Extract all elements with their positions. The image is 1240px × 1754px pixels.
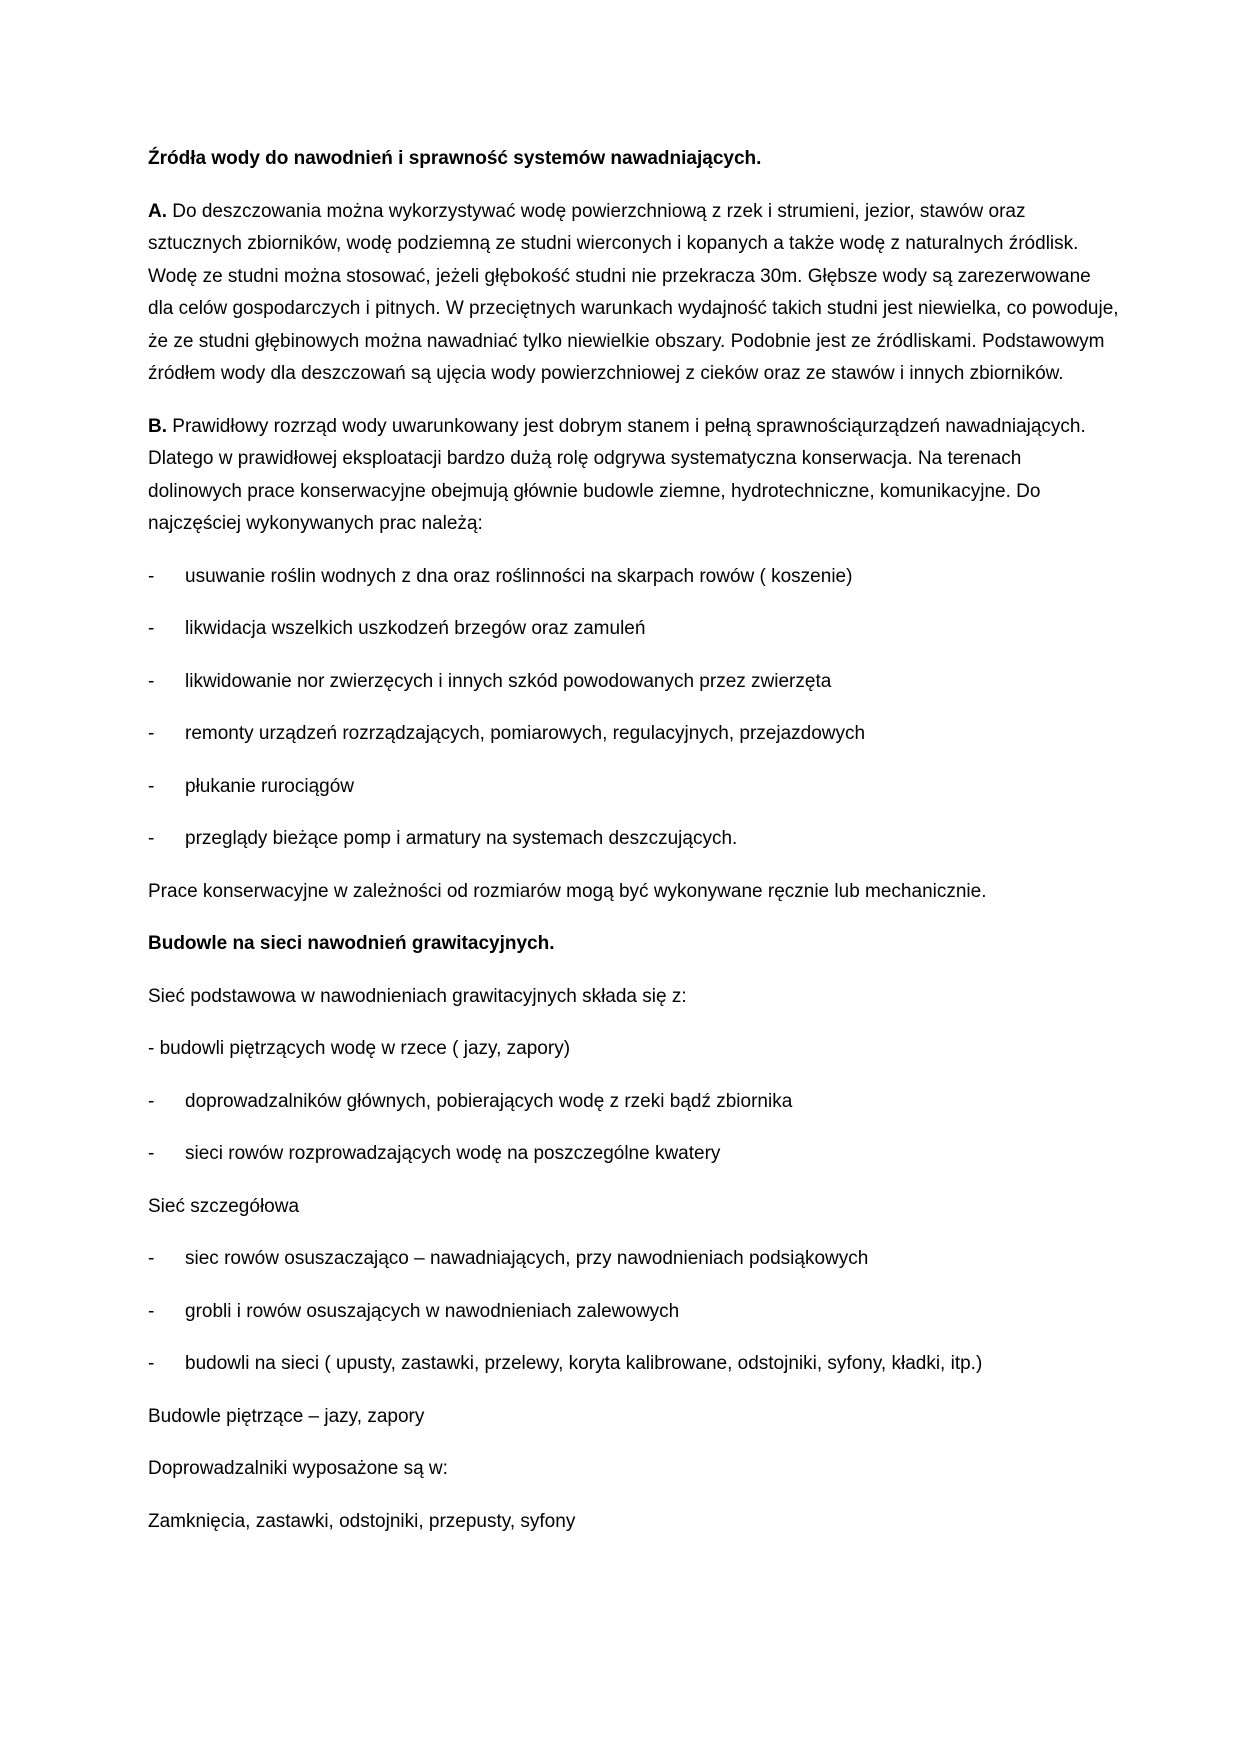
list-item: [148, 613, 1120, 646]
list-item-text: doprowadzalników głównych, pobierających wodę z rzeki bądź zbiornika: [185, 1090, 793, 1112]
section-a-text: Do deszczowania można wykorzystywać wodę powierzchniową z rzek i strumieni, jezior, stawów oraz sztucznych zbiorników, wodę podziemną ze studni wierconych i kopanych a także wodę z naturalnych źródlisk. Wodę ze studni można stosować, jeżeli głębokość studni nie przekracza 30m. Głębsze wody są zarezerwowane dla celów gospodarczych i pitnych. W przeciętnych warunkach wydajność takich studni jest niewielka, co powoduje, że ze studni głębinowych można nawadniać tylko niewielkie obszary. Podobnie jest ze źródliskami. Podstawowym źródłem wody dla deszczowań są ujęcia wody powierzchniowej z cieków oraz ze stawów i innych zbiorników.: [148, 200, 1119, 384]
list-item-text: płukanie rurociągów: [185, 775, 354, 797]
basic-network-first-item: - budowli piętrzących wodę w rzece ( jazy, zapory): [148, 1038, 571, 1059]
list-item: [148, 1138, 1120, 1171]
list-item-text: grobli i rowów osuszających w nawodnieniach zalewowych: [185, 1300, 680, 1322]
section-b-text: Prawidłowy rozrząd wody uwarunkowany jest dobrym stanem i pełną sprawnościąurządzeń nawadniających. Dlatego w prawidłowej eksploatacji bardzo dużą rolę odgrywa systematyczna konserwacja. Na terenach dolinowych prace konserwacyjne obejmują głównie budowle ziemne, hydrotechniczne, komunikacyjne. Do najczęściej wykonywanych prac należą:: [148, 415, 1086, 534]
list-item: [148, 1086, 1120, 1119]
list-dash: -: [148, 670, 155, 692]
maintenance-note: Prace konserwacyjne w zależności od rozmiarów mogą być wykonywane ręcznie lub mechanicznie.: [148, 880, 987, 902]
feeders-intro: Doprowadzalniki wyposażone są w:: [148, 1458, 448, 1479]
list-item: [148, 1296, 1120, 1329]
list-dash: -: [148, 775, 155, 797]
damming-structures: Budowle piętrzące – jazy, zapory: [148, 1405, 425, 1427]
section-a-paragraph: [148, 196, 1120, 391]
list-item: [148, 561, 1120, 594]
list-item-text: sieci rowów rozprowadzających wodę na poszczególne kwatery: [185, 1143, 721, 1164]
list-dash: -: [148, 828, 155, 849]
list-dash: -: [148, 1353, 155, 1374]
gravity-heading: Budowle na sieci nawodnień grawitacyjnych.: [148, 933, 555, 954]
list-item: [148, 1243, 1120, 1276]
list-item-text: siec rowów osuszaczająco – nawadniających, przy nawodnieniach podsiąkowych: [185, 1248, 869, 1269]
list-item-text: remonty urządzeń rozrządzających, pomiarowych, regulacyjnych, przejazdowych: [185, 723, 866, 744]
list-item-text: likwidacja wszelkich uszkodzeń brzegów oraz zamuleń: [185, 618, 646, 639]
section-a-label: A.: [148, 200, 167, 222]
list-item: [148, 771, 1120, 804]
feeders-items: Zamknięcia, zastawki, odstojniki, przepusty, syfony: [148, 1510, 576, 1532]
list-dash: -: [148, 1300, 155, 1322]
list-item-text: budowli na sieci ( upusty, zastawki, przelewy, koryta kalibrowane, odstojniki, syfony, kładki, itp.): [185, 1353, 983, 1374]
list-item: [148, 823, 1120, 856]
list-dash: -: [148, 1090, 155, 1112]
list-dash: -: [148, 1248, 155, 1269]
list-dash: -: [148, 565, 155, 587]
section-b-label: B.: [148, 415, 167, 437]
basic-network-intro: Sieć podstawowa w nawodnieniach grawitacyjnych składa się z:: [148, 985, 687, 1007]
list-item-text: przeglądy bieżące pomp i armatury na systemach deszczujących.: [185, 828, 738, 849]
document-title: Źródła wody do nawodnień i sprawność systemów nawadniających.: [148, 148, 762, 169]
section-b-paragraph: [148, 411, 1120, 541]
list-item-text: likwidowanie nor zwierzęcych i innych szkód powodowanych przez zwierzęta: [185, 670, 832, 692]
list-item: [148, 666, 1120, 699]
list-dash: -: [148, 723, 155, 744]
list-item: [148, 718, 1120, 751]
detailed-network-intro: Sieć szczegółowa: [148, 1195, 300, 1217]
list-dash: -: [148, 618, 155, 639]
list-item-text: usuwanie roślin wodnych z dna oraz roślinności na skarpach rowów ( koszenie): [185, 565, 853, 587]
list-dash: -: [148, 1143, 155, 1164]
list-item: [148, 1348, 1120, 1381]
